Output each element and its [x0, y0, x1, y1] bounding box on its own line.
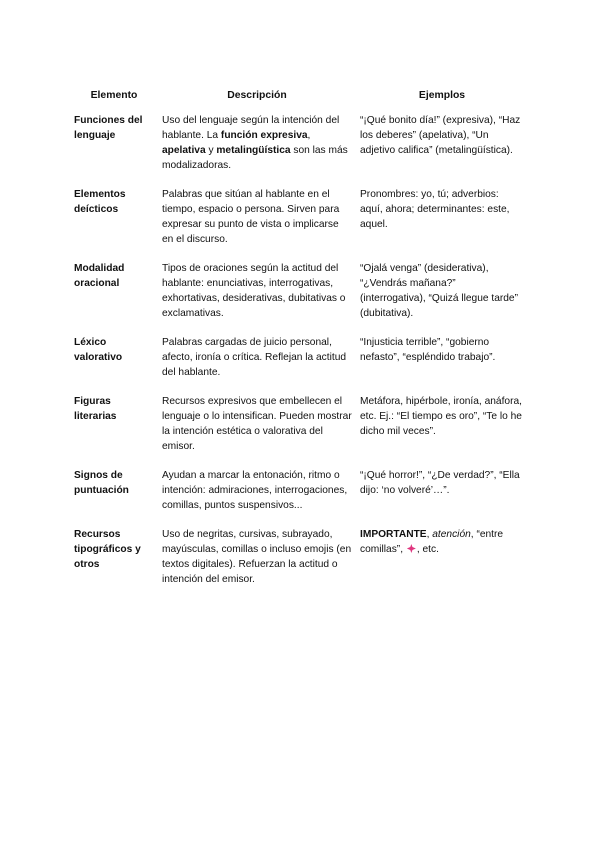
comparison-table [70, 88, 528, 601]
row-examples: “¡Qué horror!”, “¿De verdad?”, “Ella dijo: ‘no volveré’…”. [360, 470, 520, 496]
table-row [70, 261, 528, 335]
row-examples: “Ojalá venga” (desiderativa), “¿Vendrás mañana?” (interrogativa), “Quizá llegue tarde” (dubitativa). [360, 263, 518, 319]
row-examples: “¡Qué bonito día!” (expresiva), “Haz los deberes” (apelativa), “Un adjetivo califica” (metalingüística). [360, 115, 521, 156]
row-element: Elementos deícticos [74, 189, 126, 215]
desc-text: , [307, 130, 311, 141]
row-element: Modalidad oracional [74, 263, 125, 289]
desc-bold-metalinguistica: metalingüística [216, 145, 291, 156]
row-description: Recursos expresivos que embellecen el lenguaje o lo intensifican. Pueden mostrar la intención estética o valorativa del emisor. [162, 396, 352, 452]
example-text: , etc. [416, 544, 439, 555]
table-row [70, 394, 528, 468]
row-description [158, 113, 356, 187]
row-element: Léxico valorativo [74, 337, 123, 363]
table-row [70, 113, 528, 187]
row-description: Uso de negritas, cursivas, subrayado, mayúsculas, comillas o incluso emojis (en textos digitales). Refuerzan la actitud o intención del emisor. [162, 529, 352, 585]
row-element: Funciones del lenguaje [74, 115, 143, 141]
table-header-row [70, 88, 528, 113]
example-text: , “entre comillas”, [360, 529, 504, 555]
row-description: Palabras que sitúan al hablante en el tiempo, espacio o persona. Sirven para expresar su punto de vista o implicarse en el discurso. [162, 189, 340, 245]
row-description: Ayudan a marcar la entonación, ritmo o intención: admiraciones, interrogaciones, comillas, puntos suspensivos... [162, 470, 348, 511]
row-element: Figuras literarias [74, 396, 117, 422]
header-description: Descripción [227, 90, 287, 101]
example-bold-importante: IMPORTANTE [360, 529, 427, 540]
table-row [70, 187, 528, 261]
row-examples [356, 527, 528, 601]
row-examples: “Injusticia terrible”, “gobierno nefasto”, “espléndido trabajo”. [360, 337, 496, 363]
header-examples: Ejemplos [418, 90, 466, 101]
row-description: Palabras cargadas de juicio personal, afecto, ironía o crítica. Reflejan la actitud del hablante. [162, 337, 347, 378]
table-row [70, 527, 528, 601]
sparkle-emoji-icon [407, 544, 416, 553]
table-row [70, 335, 528, 394]
desc-bold-apelativa: apelativa [162, 145, 206, 156]
row-element: Signos de puntuación [74, 470, 129, 496]
row-element: Recursos tipográficos y otros [74, 529, 141, 570]
desc-text: son las más modalizadoras. [162, 145, 348, 171]
header-element: Elemento [90, 90, 138, 101]
row-examples: Pronombres: yo, tú; adverbios: aquí, ahora; determinantes: este, aquel. [360, 189, 510, 230]
example-text: , [426, 529, 433, 540]
row-examples: Metáfora, hipérbole, ironía, anáfora, etc. Ej.: “El tiempo es oro”, “Te lo he dicho mil veces”. [360, 396, 522, 437]
desc-bold-expresiva: función expresiva [220, 130, 308, 141]
desc-text: Uso del lenguaje según la intención del hablante. La [162, 115, 340, 141]
desc-text: y [205, 145, 217, 156]
row-description: Tipos de oraciones según la actitud del hablante: enunciativas, interrogativas, exhortativas, desiderativas, dubitativas o exclamativas. [162, 263, 346, 319]
table-row [70, 468, 528, 527]
example-italic-atencion: atención [432, 529, 471, 540]
